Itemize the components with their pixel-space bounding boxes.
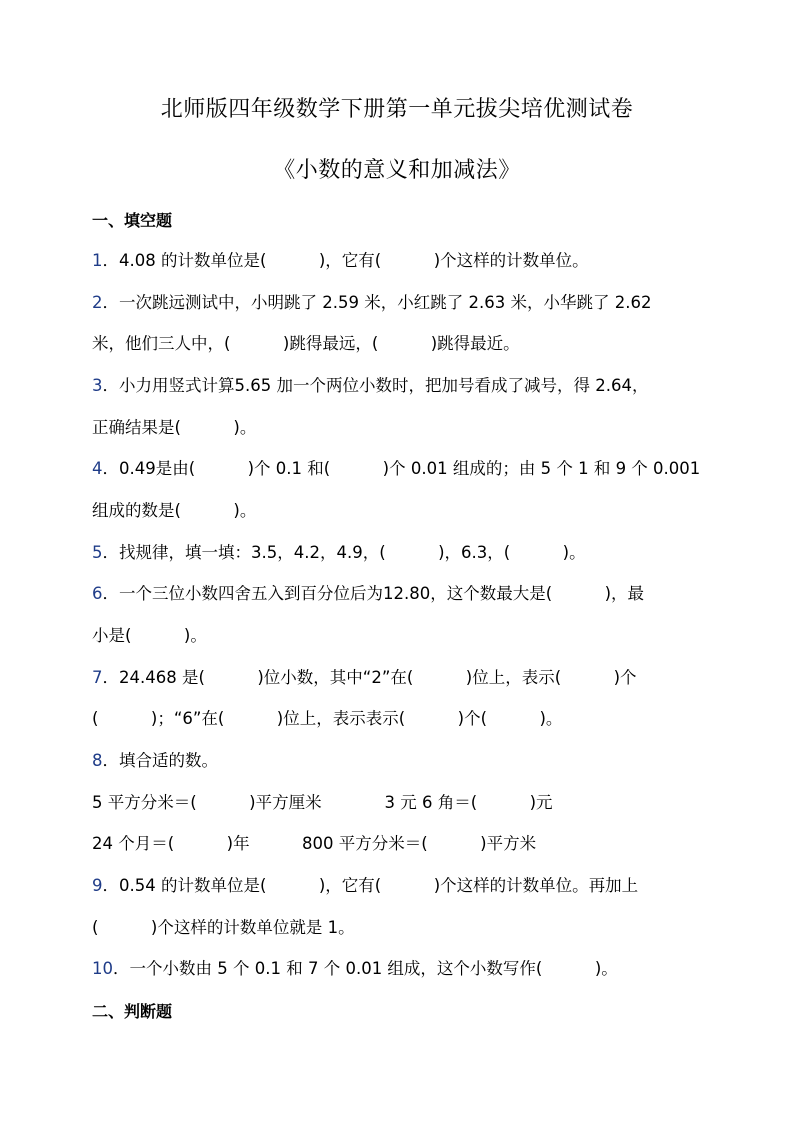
question-8-number: 8 <box>92 751 103 770</box>
question-3-line-1: 3．小力用竖式计算5.65 加一个两位小数时，把加号看成了减号，得 2.64， <box>92 376 649 395</box>
question-4-number: 4 <box>92 459 103 478</box>
exam-subtitle: 《小数的意义和加减法》 <box>273 158 521 183</box>
question-2-line-1: 2．一次跳远测试中，小明跳了 2.59 米，小红跳了 2.63 米，小华跳了 2.62 <box>92 293 652 312</box>
question-7-line-1: 7．24.468 是( )位小数，其中“2”在( )位上，表示( )个 <box>92 668 637 687</box>
question-9-number: 9 <box>92 876 103 895</box>
question-8-line-1: 8．填合适的数。 <box>92 751 218 770</box>
question-2-line-2: 米，他们三人中，( )跳得最远，( )跳得最近。 <box>92 334 520 353</box>
question-10-line-1: 10．一个小数由 5 个 0.1 和 7 个 0.01 组成，这个小数写作( )。 <box>92 959 618 978</box>
question-10-number: 10 <box>92 959 113 978</box>
question-6-line-2: 小是( )。 <box>92 626 207 645</box>
section-heading-true-false: 二、判断题 <box>92 1002 173 1021</box>
question-8-line-2: 5 平方分米＝( )平方厘米 3 元 6 角＝( )元 <box>92 793 553 812</box>
question-4-line-1: 4．0.49是由( )个 0.1 和( )个 0.01 组成的；由 5 个 1 和 9 个 0.001 <box>92 459 701 478</box>
question-5-line-1: 5．找规律，填一填：3.5，4.2，4.9，( )，6.3，( )。 <box>92 543 586 562</box>
question-6-number: 6 <box>92 584 103 603</box>
exam-title: 北师版四年级数学下册第一单元拔尖培优测试卷 <box>160 97 634 122</box>
question-2-number: 2 <box>92 293 103 312</box>
question-7-number: 7 <box>92 668 103 687</box>
question-9-line-1: 9．0.54 的计数单位是( )，它有( )个这样的计数单位。再加上 <box>92 876 639 895</box>
question-1-number: 1 <box>92 251 103 270</box>
question-5-number: 5 <box>92 543 103 562</box>
question-1-line-1: 1．4.08 的计数单位是( )，它有( )个这样的计数单位。 <box>92 251 589 270</box>
section-heading-fill-blank: 一、填空题 <box>92 211 173 230</box>
question-3-line-2: 正确结果是( )。 <box>92 418 257 437</box>
question-7-line-2: ( )；“6”在( )位上，表示表示( )个( )。 <box>92 709 563 728</box>
question-3-number: 3 <box>92 376 103 395</box>
question-8-line-3: 24 个月＝( )年 800 平方分米＝( )平方米 <box>92 834 537 853</box>
question-4-line-2: 组成的数是( )。 <box>92 501 257 520</box>
question-6-line-1: 6．一个三位小数四舍五入到百分位后为12.80，这个数最大是( )，最 <box>92 584 645 603</box>
question-9-line-2: ( )个这样的计数单位就是 1。 <box>92 918 355 937</box>
